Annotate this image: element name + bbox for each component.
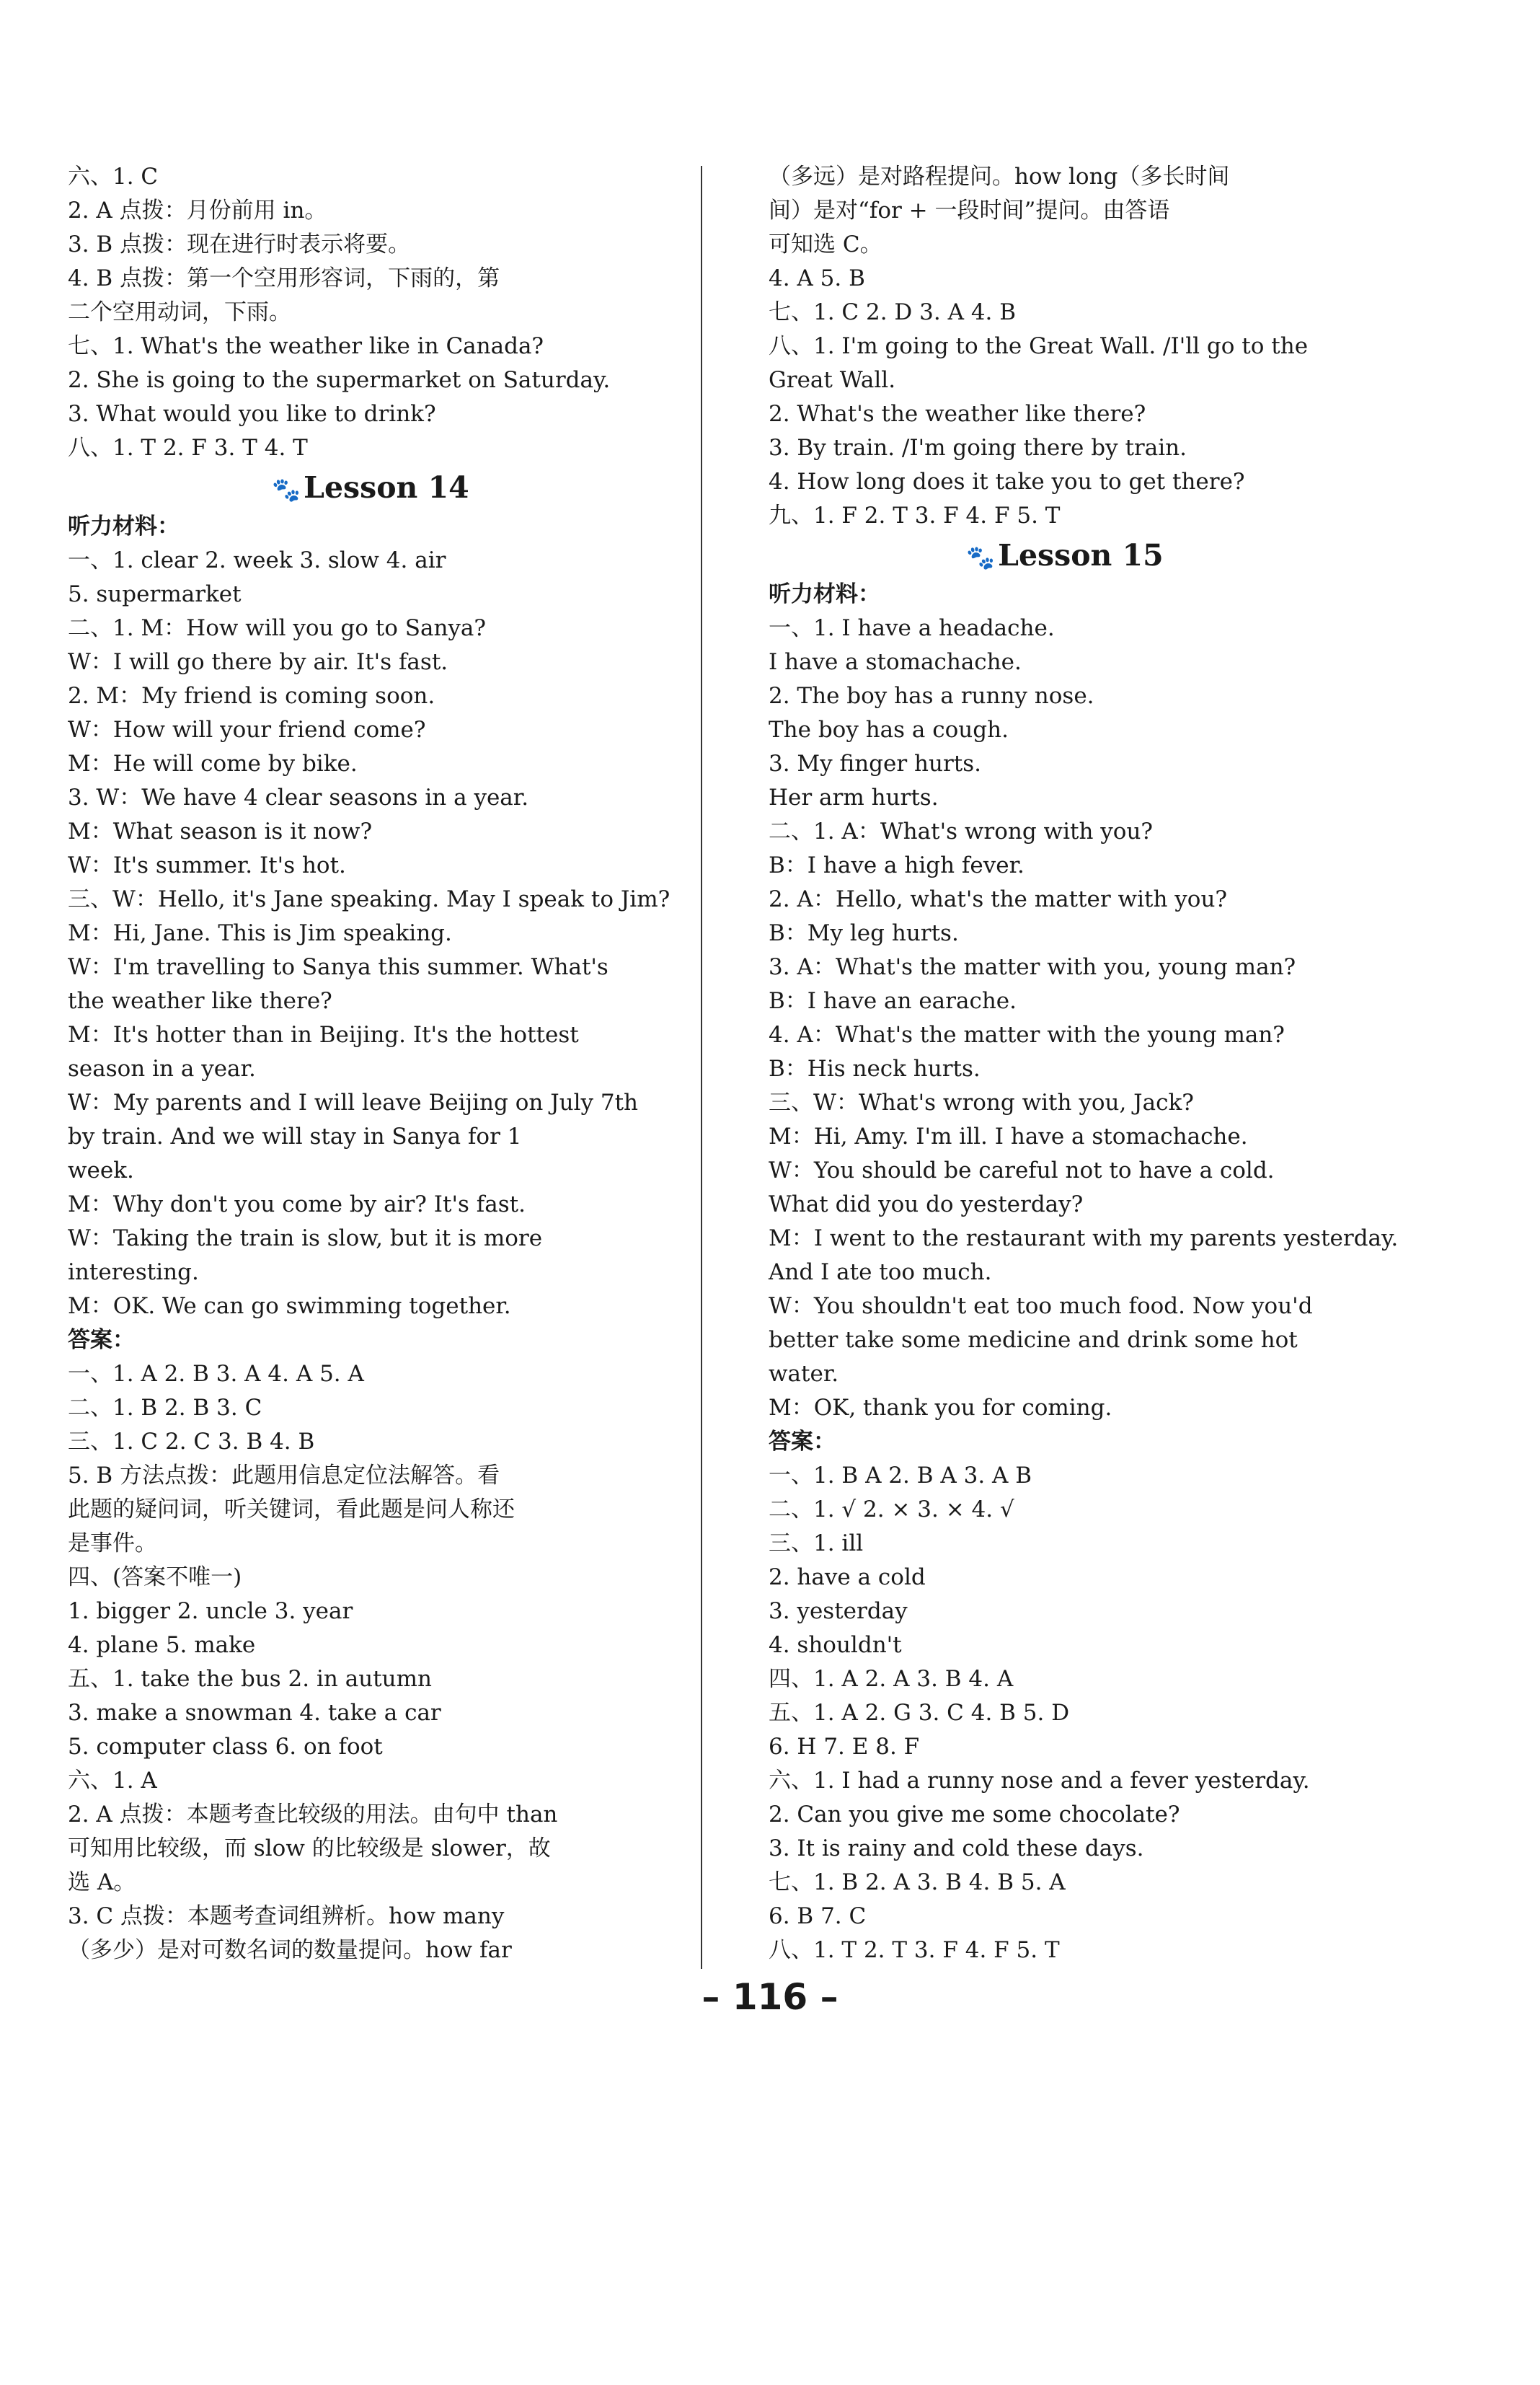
answer-line: （多少）是对可数名词的数量提问。how far xyxy=(68,1937,512,1963)
answer-line: 4. plane 5. make xyxy=(68,1632,256,1658)
answer-line: 二、1. √ 2. × 3. × 4. √ xyxy=(769,1496,1014,1522)
answer-line: 七、1. B 2. A 3. B 4. B 5. A xyxy=(769,1869,1066,1895)
dialogue-line: W：You shouldn't eat too much food. Now you'd xyxy=(769,1293,1313,1319)
answer-line: Her arm hurts. xyxy=(769,785,939,811)
answer-line: 4. How long does it take you to get there? xyxy=(769,469,1245,495)
answer-line: 4. shouldn't xyxy=(769,1632,902,1658)
right-column xyxy=(769,160,1399,1967)
answer-line: 七、1. C 2. D 3. A 4. B xyxy=(769,299,1017,325)
dialogue-line: W：I'm travelling to Sanya this summer. What's xyxy=(68,954,609,980)
answer-line: 2. What's the weather like there? xyxy=(769,401,1146,427)
answer-line: 2. A 点拨：月份前用 in。 xyxy=(68,198,327,224)
answer-line: 2. The boy has a runny nose. xyxy=(769,683,1094,709)
column-divider xyxy=(701,166,702,1969)
answer-line: 间）是对“for + 一段时间”提问。由答语 xyxy=(769,198,1170,224)
answer-line: 是事件。 xyxy=(68,1530,157,1556)
dialogue-line: M：What season is it now? xyxy=(68,819,373,845)
answer-line: 3. It is rainy and cold these days. xyxy=(769,1835,1144,1861)
dialogue-line: B：I have a high fever. xyxy=(769,852,1025,878)
dialogue-line: by train. And we will stay in Sanya for 1 xyxy=(68,1124,522,1150)
answer-line: 6. H 7. E 8. F xyxy=(769,1734,920,1760)
dialogue-line: 二、1. A：What's wrong with you? xyxy=(769,819,1154,845)
dialogue-line: M：Why don't you come by air? It's fast. xyxy=(68,1191,526,1217)
answer-line: 5. B 方法点拨：此题用信息定位法解答。看 xyxy=(68,1463,500,1489)
dialogue-line: 二、1. M：How will you go to Sanya? xyxy=(68,615,487,641)
answer-line: 二个空用动词，下雨。 xyxy=(68,299,291,325)
answer-line: 一、1. B A 2. B A 3. A B xyxy=(769,1463,1032,1489)
answer-line: 八、1. I'm going to the Great Wall. /I'll go to the xyxy=(769,333,1309,359)
dialogue-line: M：OK. We can go swimming together. xyxy=(68,1293,511,1319)
dialogue-line: season in a year. xyxy=(68,1056,256,1082)
dialogue-line: M：It's hotter than in Beijing. It's the hottest xyxy=(68,1022,579,1048)
answer-line: 5. computer class 6. on foot xyxy=(68,1734,383,1760)
answer-line: 此题的疑问词，听关键词，看此题是问人称还 xyxy=(68,1496,515,1522)
answer-line: 3. yesterday xyxy=(769,1598,908,1624)
dialogue-line: B：My leg hurts. xyxy=(769,920,959,946)
dialogue-line: 三、W：What's wrong with you, Jack? xyxy=(769,1090,1194,1116)
dialogue-line: M：Hi, Amy. I'm ill. I have a stomachache. xyxy=(769,1124,1248,1150)
dialogue-line: M：I went to the restaurant with my parents yesterday. xyxy=(769,1225,1399,1251)
dialogue-line: week. xyxy=(68,1158,134,1183)
answer-line: 2. have a cold xyxy=(769,1564,926,1590)
left-column xyxy=(68,160,673,1967)
answer-line: 6. B 7. C xyxy=(769,1903,867,1929)
dialogue-line: W：It's summer. It's hot. xyxy=(68,852,346,878)
answer-line: 1. bigger 2. uncle 3. year xyxy=(68,1598,353,1624)
dialogue-line: B：His neck hurts. xyxy=(769,1056,981,1082)
answer-line: Great Wall. xyxy=(769,367,896,393)
answer-line: 三、1. ill xyxy=(769,1530,864,1556)
answer-line: 六、1. C xyxy=(68,164,159,190)
answer-line: 3. My finger hurts. xyxy=(769,751,982,777)
answer-line: 八、1. T 2. T 3. F 4. F 5. T xyxy=(769,1937,1060,1963)
dialogue-line: interesting. xyxy=(68,1259,199,1285)
dialogue-line: the weather like there? xyxy=(68,988,332,1014)
answer-line: 3. C 点拨：本题考查词组辨析。how many xyxy=(68,1903,505,1929)
answer-line: 六、1. A xyxy=(68,1768,157,1794)
dialogue-line: water. xyxy=(769,1361,839,1387)
answer-line: The boy has a cough. xyxy=(769,717,1009,743)
answer-line: 七、1. What's the weather like in Canada? xyxy=(68,333,544,359)
dialogue-line: 3. W：We have 4 clear seasons in a year. xyxy=(68,785,529,811)
dialogue-line: W：How will your friend come? xyxy=(68,717,426,743)
dialogue-line: 4. A：What's the matter with the young man? xyxy=(769,1022,1285,1048)
dialogue-line: 2. A：Hello, what's the matter with you? xyxy=(769,886,1228,912)
answer-line: 五、1. take the bus 2. in autumn xyxy=(68,1666,432,1692)
dialogue-line: M：OK, thank you for coming. xyxy=(769,1395,1112,1421)
lesson-14-heading: 🐾Lesson 14 xyxy=(272,470,469,505)
paw-icon: 🐾 xyxy=(966,544,996,571)
dialogue-line: better take some medicine and drink some hot xyxy=(769,1327,1298,1353)
answer-line: 九、1. F 2. T 3. F 4. F 5. T xyxy=(769,503,1061,529)
answer-line: 3. By train. /I'm going there by train. xyxy=(769,435,1187,461)
answer-line: 四、1. A 2. A 3. B 4. A xyxy=(769,1666,1014,1692)
answer-line: 2. A 点拨：本题考查比较级的用法。由句中 than xyxy=(68,1802,558,1828)
answer-line: 三、1. C 2. C 3. B 4. B xyxy=(68,1429,315,1455)
section-label: 答案： xyxy=(68,1327,135,1353)
answer-line: 六、1. I had a runny nose and a fever yesterday. xyxy=(769,1768,1310,1794)
dialogue-line: 三、W：Hello, it's Jane speaking. May I speak to Jim? xyxy=(68,886,671,912)
answer-line: 5. supermarket xyxy=(68,581,242,607)
dialogue-line: M：He will come by bike. xyxy=(68,751,358,777)
dialogue-line: 2. M：My friend is coming soon. xyxy=(68,683,435,709)
section-label: 听力材料： xyxy=(769,581,880,607)
dialogue-line: And I ate too much. xyxy=(769,1259,992,1285)
dialogue-line: W：Taking the train is slow, but it is more xyxy=(68,1225,543,1251)
answer-line: 2. Can you give me some chocolate? xyxy=(769,1802,1180,1828)
answer-line: 4. A 5. B xyxy=(769,265,865,291)
answer-line: 2. She is going to the supermarket on Saturday. xyxy=(68,367,611,393)
answer-line: 选 A。 xyxy=(68,1869,136,1895)
answer-line: 二、1. B 2. B 3. C xyxy=(68,1395,262,1421)
answer-line: 3. make a snowman 4. take a car xyxy=(68,1700,441,1726)
lesson-15-heading: 🐾Lesson 15 xyxy=(966,538,1164,573)
page-number: – 116 – xyxy=(702,1976,838,2018)
answer-line: 一、1. clear 2. week 3. slow 4. air xyxy=(68,547,446,573)
answer-line: 四、(答案不唯一) xyxy=(68,1564,242,1590)
section-label: 答案： xyxy=(769,1429,836,1455)
section-label: 听力材料： xyxy=(68,513,180,539)
dialogue-line: W：I will go there by air. It's fast. xyxy=(68,649,448,675)
dialogue-line: W：My parents and I will leave Beijing on July 7th xyxy=(68,1090,639,1116)
answer-line: I have a stomachache. xyxy=(769,649,1022,675)
answer-line: 一、1. I have a headache. xyxy=(769,615,1055,641)
dialogue-line: W：You should be careful not to have a cold. xyxy=(769,1158,1275,1183)
answer-line: 八、1. T 2. F 3. T 4. T xyxy=(68,435,308,461)
answer-line: 可知用比较级，而 slow 的比较级是 slower，故 xyxy=(68,1835,551,1861)
answer-line: 一、1. A 2. B 3. A 4. A 5. A xyxy=(68,1361,364,1387)
answer-line: 五、1. A 2. G 3. C 4. B 5. D xyxy=(769,1700,1070,1726)
answer-line: 3. B 点拨：现在进行时表示将要。 xyxy=(68,232,411,257)
dialogue-line: What did you do yesterday? xyxy=(769,1191,1084,1217)
answer-line: 4. B 点拨：第一个空用形容词，下雨的，第 xyxy=(68,265,500,291)
answer-line: （多远）是对路程提问。how long（多长时间 xyxy=(769,164,1230,190)
dialogue-line: 3. A：What's the matter with you, young man? xyxy=(769,954,1296,980)
answer-line: 3. What would you like to drink? xyxy=(68,401,436,427)
paw-icon: 🐾 xyxy=(272,476,301,503)
dialogue-line: M：Hi, Jane. This is Jim speaking. xyxy=(68,920,452,946)
dialogue-line: B：I have an earache. xyxy=(769,988,1017,1014)
answer-line: 可知选 C。 xyxy=(769,232,882,257)
